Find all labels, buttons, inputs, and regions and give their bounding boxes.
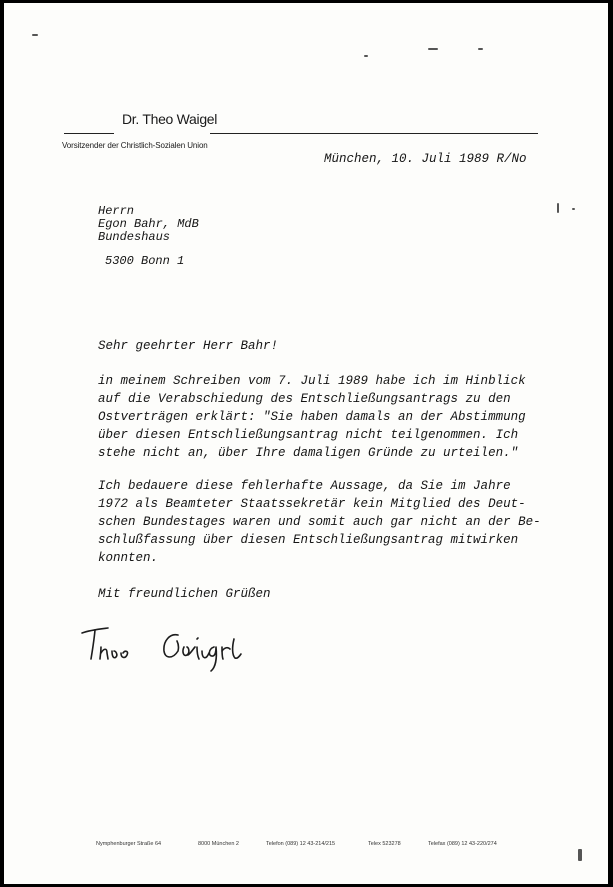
body-line: auf die Verabschiedung des Entschließungsantrags zu den: [98, 392, 511, 406]
body-line: 1972 als Beamteter Staatssekretär kein Mitglied des Deut-: [98, 497, 526, 511]
body-paragraph-1: [98, 372, 608, 462]
scan-speck: [557, 203, 559, 213]
scan-speck: [478, 48, 483, 50]
letterhead-subtitle: Vorsitzender der Christlich-Sozialen Union: [62, 141, 208, 150]
scan-speck: [572, 208, 575, 210]
recipient-city: 5300 Bonn 1: [105, 254, 185, 268]
footer-phone: Telefon (089) 12 43-214/215: [266, 841, 336, 847]
scan-speck: [578, 849, 582, 861]
body-line: Ostverträgen erklärt: "Sie haben damals an der Abstimmung: [98, 410, 526, 424]
body-line: schen Bundestages waren und somit auch gar nicht an der Be-: [98, 515, 541, 529]
footer-telefax: Telefax (089) 12 43-220/274: [428, 841, 497, 847]
recipient-line: Herrn: [98, 204, 135, 218]
scan-speck: [428, 48, 438, 50]
recipient-address: [98, 205, 199, 244]
body-line: in meinem Schreiben vom 7. Juli 1989 habe ich im Hinblick: [98, 374, 526, 388]
body-paragraph-2: [98, 477, 608, 567]
handwritten-signature: [74, 613, 294, 673]
closing: Mit freundlichen Grüßen: [98, 587, 271, 601]
scan-speck: [364, 55, 368, 57]
body-line: über diesen Entschließungsantrag nicht teilgenommen. Ich: [98, 428, 519, 442]
footer-street: Nymphenburger Straße 64: [96, 841, 162, 847]
letterhead-name: Dr. Theo Waigel: [122, 111, 218, 127]
letterhead-rule-right: [210, 133, 538, 134]
letter-page: [4, 3, 608, 884]
footer-city: 8000 München 2: [198, 841, 239, 847]
dateline: München, 10. Juli 1989 R/No: [324, 152, 527, 166]
body-line: Ich bedauere diese fehlerhafte Aussage, da Sie im Jahre: [98, 479, 511, 493]
letterhead-rule-left: [64, 133, 114, 134]
scan-speck: [32, 34, 38, 36]
footer-telex: Telex 523278: [368, 841, 401, 847]
recipient-line: Bundeshaus: [98, 230, 171, 244]
recipient-line: Egon Bahr, MdB: [98, 217, 199, 231]
body-line: konnten.: [98, 551, 159, 565]
body-line: schlußfassung über diesen Entschließungsantrag mitwirken: [98, 533, 519, 547]
body-line: stehe nicht an, über Ihre damaligen Gründe zu urteilen.": [98, 446, 519, 460]
salutation: Sehr geehrter Herr Bahr!: [98, 339, 279, 353]
